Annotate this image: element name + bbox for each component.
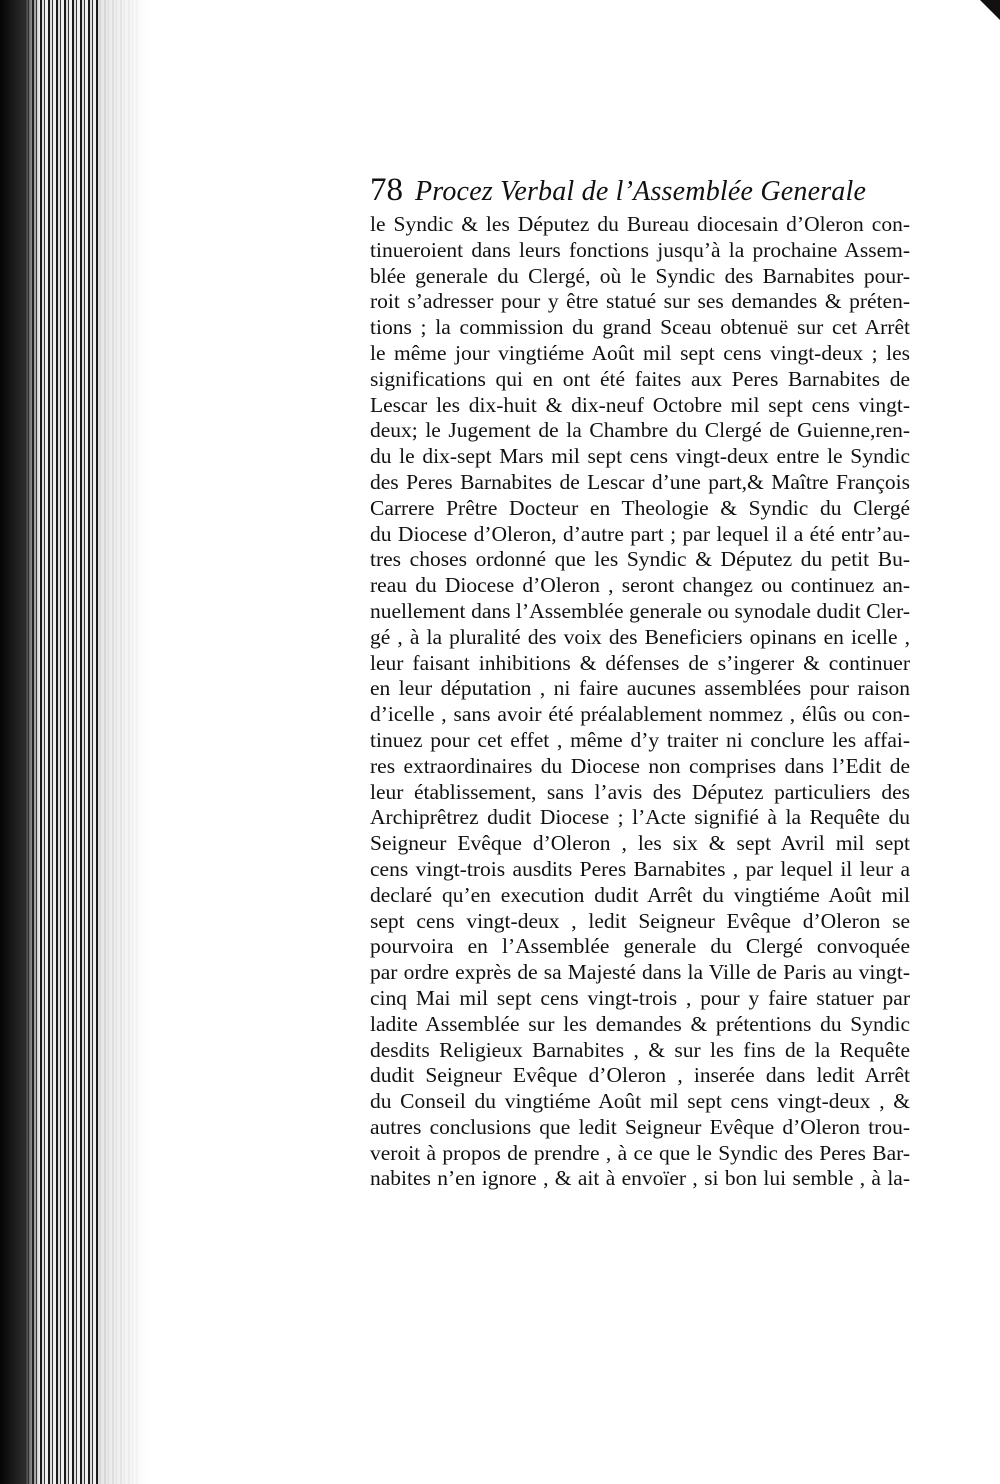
- text-line: pourvoira en l’Assemblée generale du Clergé convoquée: [370, 934, 910, 959]
- text-line: tinueroient dans leurs fonctions jusqu’à la prochaine Assem-: [370, 237, 910, 262]
- text-line: tinuez pour cet effet , même d’y traiter ni conclure les affai-: [370, 727, 910, 752]
- text-line: Archiprêtrez dudit Diocese ; l’Acte signifié à la Requête du: [370, 805, 910, 830]
- text-line: tions ; la commission du grand Sceau obtenuë sur cet Arrêt: [370, 315, 910, 340]
- text-line: Carrere Prêtre Docteur en Theologie & Syndic du Clergé: [370, 495, 910, 520]
- text-line: dudit Seigneur Evêque d’Oleron , inserée dans ledit Arrêt: [370, 1063, 910, 1088]
- text-line: deux; le Jugement de la Chambre du Clergé de Guienne,ren-: [370, 418, 910, 443]
- text-line: desdits Religieux Barnabites , & sur les fins de la Requête: [370, 1037, 910, 1062]
- text-line: Seigneur Evêque d’Oleron , les six & sept Avril mil sept: [370, 831, 910, 856]
- text-line: du le dix-sept Mars mil sept cens vingt-deux entre le Syndic: [370, 444, 910, 469]
- page-number: 78: [370, 172, 403, 208]
- text-line: d’icelle , sans avoir été préalablement nommez , élûs ou con-: [370, 702, 910, 727]
- text-line: sept cens vingt-deux , ledit Seigneur Evêque d’Oleron se: [370, 908, 910, 933]
- text-line: leur établissement, sans l’avis des Députez particuliers des: [370, 779, 910, 804]
- text-line: gé , à la pluralité des voix des Beneficiers opinans en icelle ,: [370, 624, 910, 649]
- text-line: du Conseil du vingtiéme Août mil sept cens vingt-deux , &: [370, 1089, 910, 1114]
- page-corner-mark: [978, 0, 1000, 22]
- text-line: autres conclusions que ledit Seigneur Evêque d’Oleron trou-: [370, 1114, 910, 1139]
- text-line: le même jour vingtiéme Août mil sept cens vingt-deux ; les: [370, 340, 910, 365]
- text-line: leur faisant inhibitions & défenses de s’ingerer & continuer: [370, 650, 910, 675]
- text-line: declaré qu’en execution dudit Arrêt du vingtiéme Août mil: [370, 882, 910, 907]
- running-title: Procez Verbal de l’Assemblée Generale: [415, 176, 867, 207]
- page-header: [370, 172, 910, 216]
- text-line: veroit à propos de prendre , à ce que le Syndic des Peres Bar-: [370, 1140, 910, 1165]
- text-line: des Peres Barnabites de Lescar d’une part,& Maître François: [370, 469, 910, 494]
- text-line: significations qui en ont été faites aux Peres Barnabites de: [370, 366, 910, 391]
- text-line: nuellement dans l’Assemblée generale ou synodale dudit Cler-: [370, 598, 910, 623]
- text-line: cens vingt-trois ausdits Peres Barnabites , par lequel il leur a: [370, 856, 910, 881]
- text-line: roit s’adresser pour y être statué sur ses demandes & préten-: [370, 289, 910, 314]
- text-line: par ordre exprès de sa Majesté dans la Ville de Paris au vingt-: [370, 960, 910, 985]
- body-text: [370, 212, 910, 1192]
- text-line: blée generale du Clergé, où le Syndic des Barnabites pour-: [370, 263, 910, 288]
- text-line: le Syndic & les Députez du Bureau diocesain d’Oleron con-: [370, 212, 910, 236]
- text-line: cinq Mai mil sept cens vingt-trois , pour y faire statuer par: [370, 985, 910, 1010]
- text-line: tres choses ordonné que les Syndic & Députez du petit Bu-: [370, 547, 910, 572]
- text-line: nabites n’en ignore , & ait à envoïer , si bon lui semble , à la-: [370, 1166, 910, 1191]
- text-line: Lescar les dix-huit & dix-neuf Octobre mil sept cens vingt-: [370, 392, 910, 417]
- text-line: res extraordinaires du Diocese non comprises dans l’Edit de: [370, 753, 910, 778]
- text-line: reau du Diocese d’Oleron , seront changez ou continuez an-: [370, 573, 910, 598]
- gutter-shadow: [100, 0, 150, 1484]
- text-line: ladite Assemblée sur les demandes & prétentions du Syndic: [370, 1011, 910, 1036]
- text-line: en leur députation , ni faire aucunes assemblées pour raison: [370, 676, 910, 701]
- text-line: du Diocese d’Oleron, d’autre part ; par lequel il a été entr’au-: [370, 521, 910, 546]
